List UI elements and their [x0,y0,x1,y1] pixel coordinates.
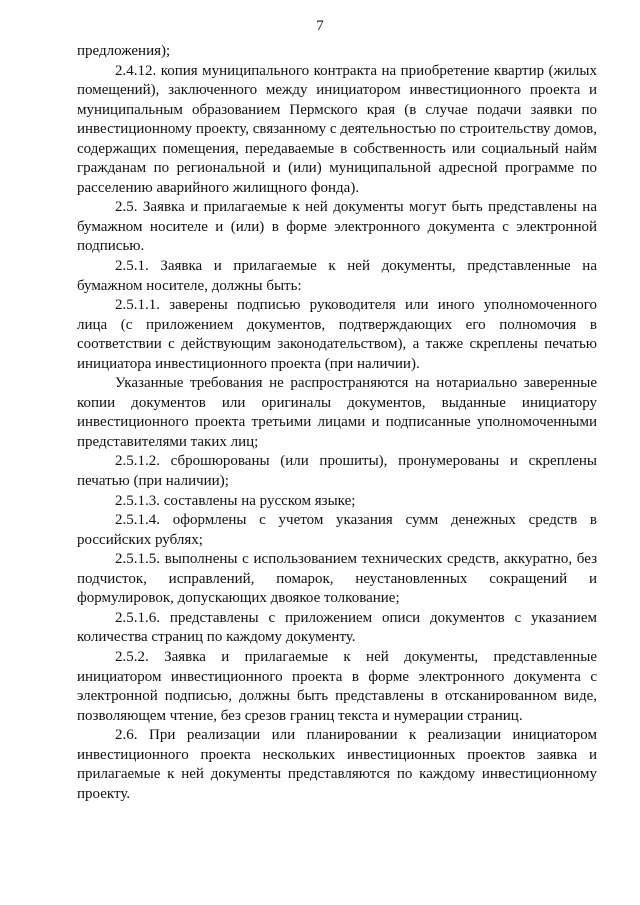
paragraph-requirements-note: Указанные требования не распространяются на нотариально заверенные копии документов или оригиналы документов, выданные инициатору инвестиционного проекта третьими лицами и подписанные уполномоченными представителями таких лиц; [77,375,597,450]
paragraph-2-4-12: 2.4.12. копия муниципального контракта на приобретение квартир (жилых помещений), заключенного между инициатором инвестиционного проекта и муниципальным образованием Пермского края (в случае подачи заявки по инвестиционному проекту, связанному с деятельностью по строительству домов, содержащих помещения, передаваемые в собственность или социальный найм гражданам по региональной и (или) муниципальной адресной программе по расселению аварийного жилищного фонда). [77,62,597,196]
paragraph-2-5-1-1: 2.5.1.1. заверены подписью руководителя или иного уполномоченного лица (с приложением документов, подтверждающих его полномочия в соответствии с действующим законодательством), а также скреплены печатью инициатора инвестиционного проекта (при наличии). [77,297,597,372]
paragraph-2-5-1: 2.5.1. Заявка и прилагаемые к ней документы, представленные на бумажном носителе, должны быть: [77,258,597,294]
paragraph-2-6: 2.6. При реализации или планировании к реализации инициатором инвестиционного проекта нескольких инвестиционных проектов заявка и прилагаемые к ней документы представляются по каждому инвестиционному проекту. [77,727,597,802]
paragraph-2-5-1-5: 2.5.1.5. выполнены с использованием технических средств, аккуратно, без подчисток, исправлений, помарок, неустановленных сокращений и формулировок, допускающих двоякое толкование; [77,551,597,607]
paragraph-2-5-1-4: 2.5.1.4. оформлены с учетом указания сумм денежных средств в российских рублях; [77,512,597,548]
document-body [77,42,597,804]
paragraph-2-5-1-2: 2.5.1.2. сброшюрованы (или прошиты), пронумерованы и скреплены печатью (при наличии); [77,453,597,490]
paragraph-2-5: 2.5. Заявка и прилагаемые к ней документы могут быть представлены на бумажном носителе и (или) в форме электронного документа с электронной подписью. [77,199,597,255]
paragraph-2-5-1-6: 2.5.1.6. представлены с приложением описи документов с указанием количества страниц по каждому документу. [77,609,597,646]
paragraph-continuation: предложения); [77,43,171,59]
paragraph-2-5-1-3: 2.5.1.3. составлены на русском языке; [115,492,356,509]
page-number: 7 [316,18,324,34]
paragraph-2-5-2: 2.5.2. Заявка и прилагаемые к ней документы, представленные инициатором инвестиционного проекта в форме электронного документа с электронной подписью, должны быть представлены в отсканированном виде, позволяющем чтение, без срезов границ текста и нумерации страниц. [77,648,597,724]
